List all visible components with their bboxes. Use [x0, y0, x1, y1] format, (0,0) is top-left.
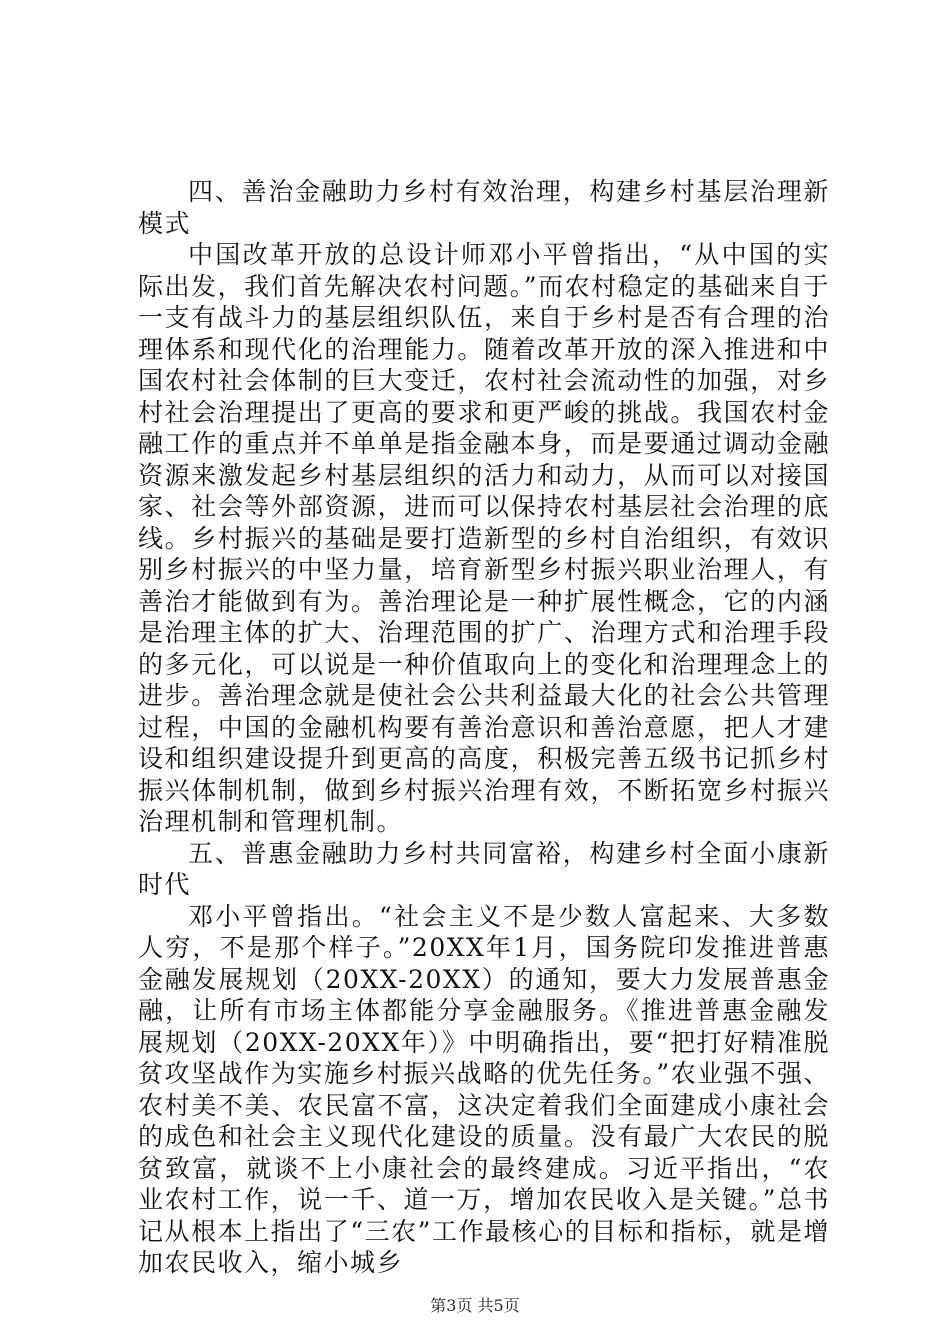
- section-heading-four: 四、善治金融助力乡村有效治理，构建乡村基层治理新模式: [138, 177, 830, 238]
- page-footer: 第3页 共5页: [430, 1296, 520, 1315]
- body-paragraph: 中国改革开放的总设计师邓小平曾指出，“从中国的实际出发，我们首先解决农村问题。”而农村稳定的基础来自于一支有战斗力的基层组织队伍，来自于乡村是否有合理的治理体系和现代化的治理能力。随着改革开放的深入推进和中国农村社会体制的巨大变迁，农村社会流动性的加强，对乡村社会治理提出了更高的要求和更严峻的挑战。我国农村金融工作的重点并不单单是指金融本身，而是要通过调动金融资源来激发起乡村基层组织的活力和动力，从而可以对接国家、社会等外部资源，进而可以保持农村基层社会治理的底线。乡村振兴的基础是要打造新型的乡村自治组织，有效识别乡村振兴的中坚力量，培育新型乡村振兴职业治理人，有善治才能做到有为。善治理论是一种扩展性概念，它的内涵是治理主体的扩大、治理范围的扩广、治理方式和治理手段的多元化，可以说是一种价值取向上的变化和治理理念上的进步。善治理念就是使社会公共利益最大化的社会公共管理过程，中国的金融机构要有善治意识和善治意愿，把人才建设和组织建设提升到更高的高度，积极完善五级书记抓乡村振兴体制机制，做到乡村振兴治理有效，不断拓宽乡村振兴治理机制和管理机制。: [138, 240, 830, 836]
- section-heading-five: 五、普惠金融助力乡村共同富裕，构建乡村全面小康新时代: [138, 838, 830, 899]
- body-paragraph: 邓小平曾指出。“社会主义不是少数人富起来、大多数人穷，不是那个样子。”20XX年1月，国务院印发推进普惠金融发展规划（20XX-20XX）的通知，要大力发展普惠金融，让所有市场主体都能分享金融服务。《推进普惠金融发展规划（20XX-20XX年）》中明确指出，要“把打好精准脱贫攻坚战作为实施乡村振兴战略的优先任务。”农业强不强、农村美不美、农民富不富，这决定着我们全面建成小康社会的成色和社会主义现代化建设的质量。没有最广大农民的脱贫致富，就谈不上小康社会的最终建成。习近平指出，“农业农村工作，说一千、道一万，增加农民收入是关键。”总书记从根本上指出了“三农”工作最核心的目标和指标，就是增加农民收入，缩小城乡: [138, 901, 830, 1277]
- document-body: [138, 176, 830, 1279]
